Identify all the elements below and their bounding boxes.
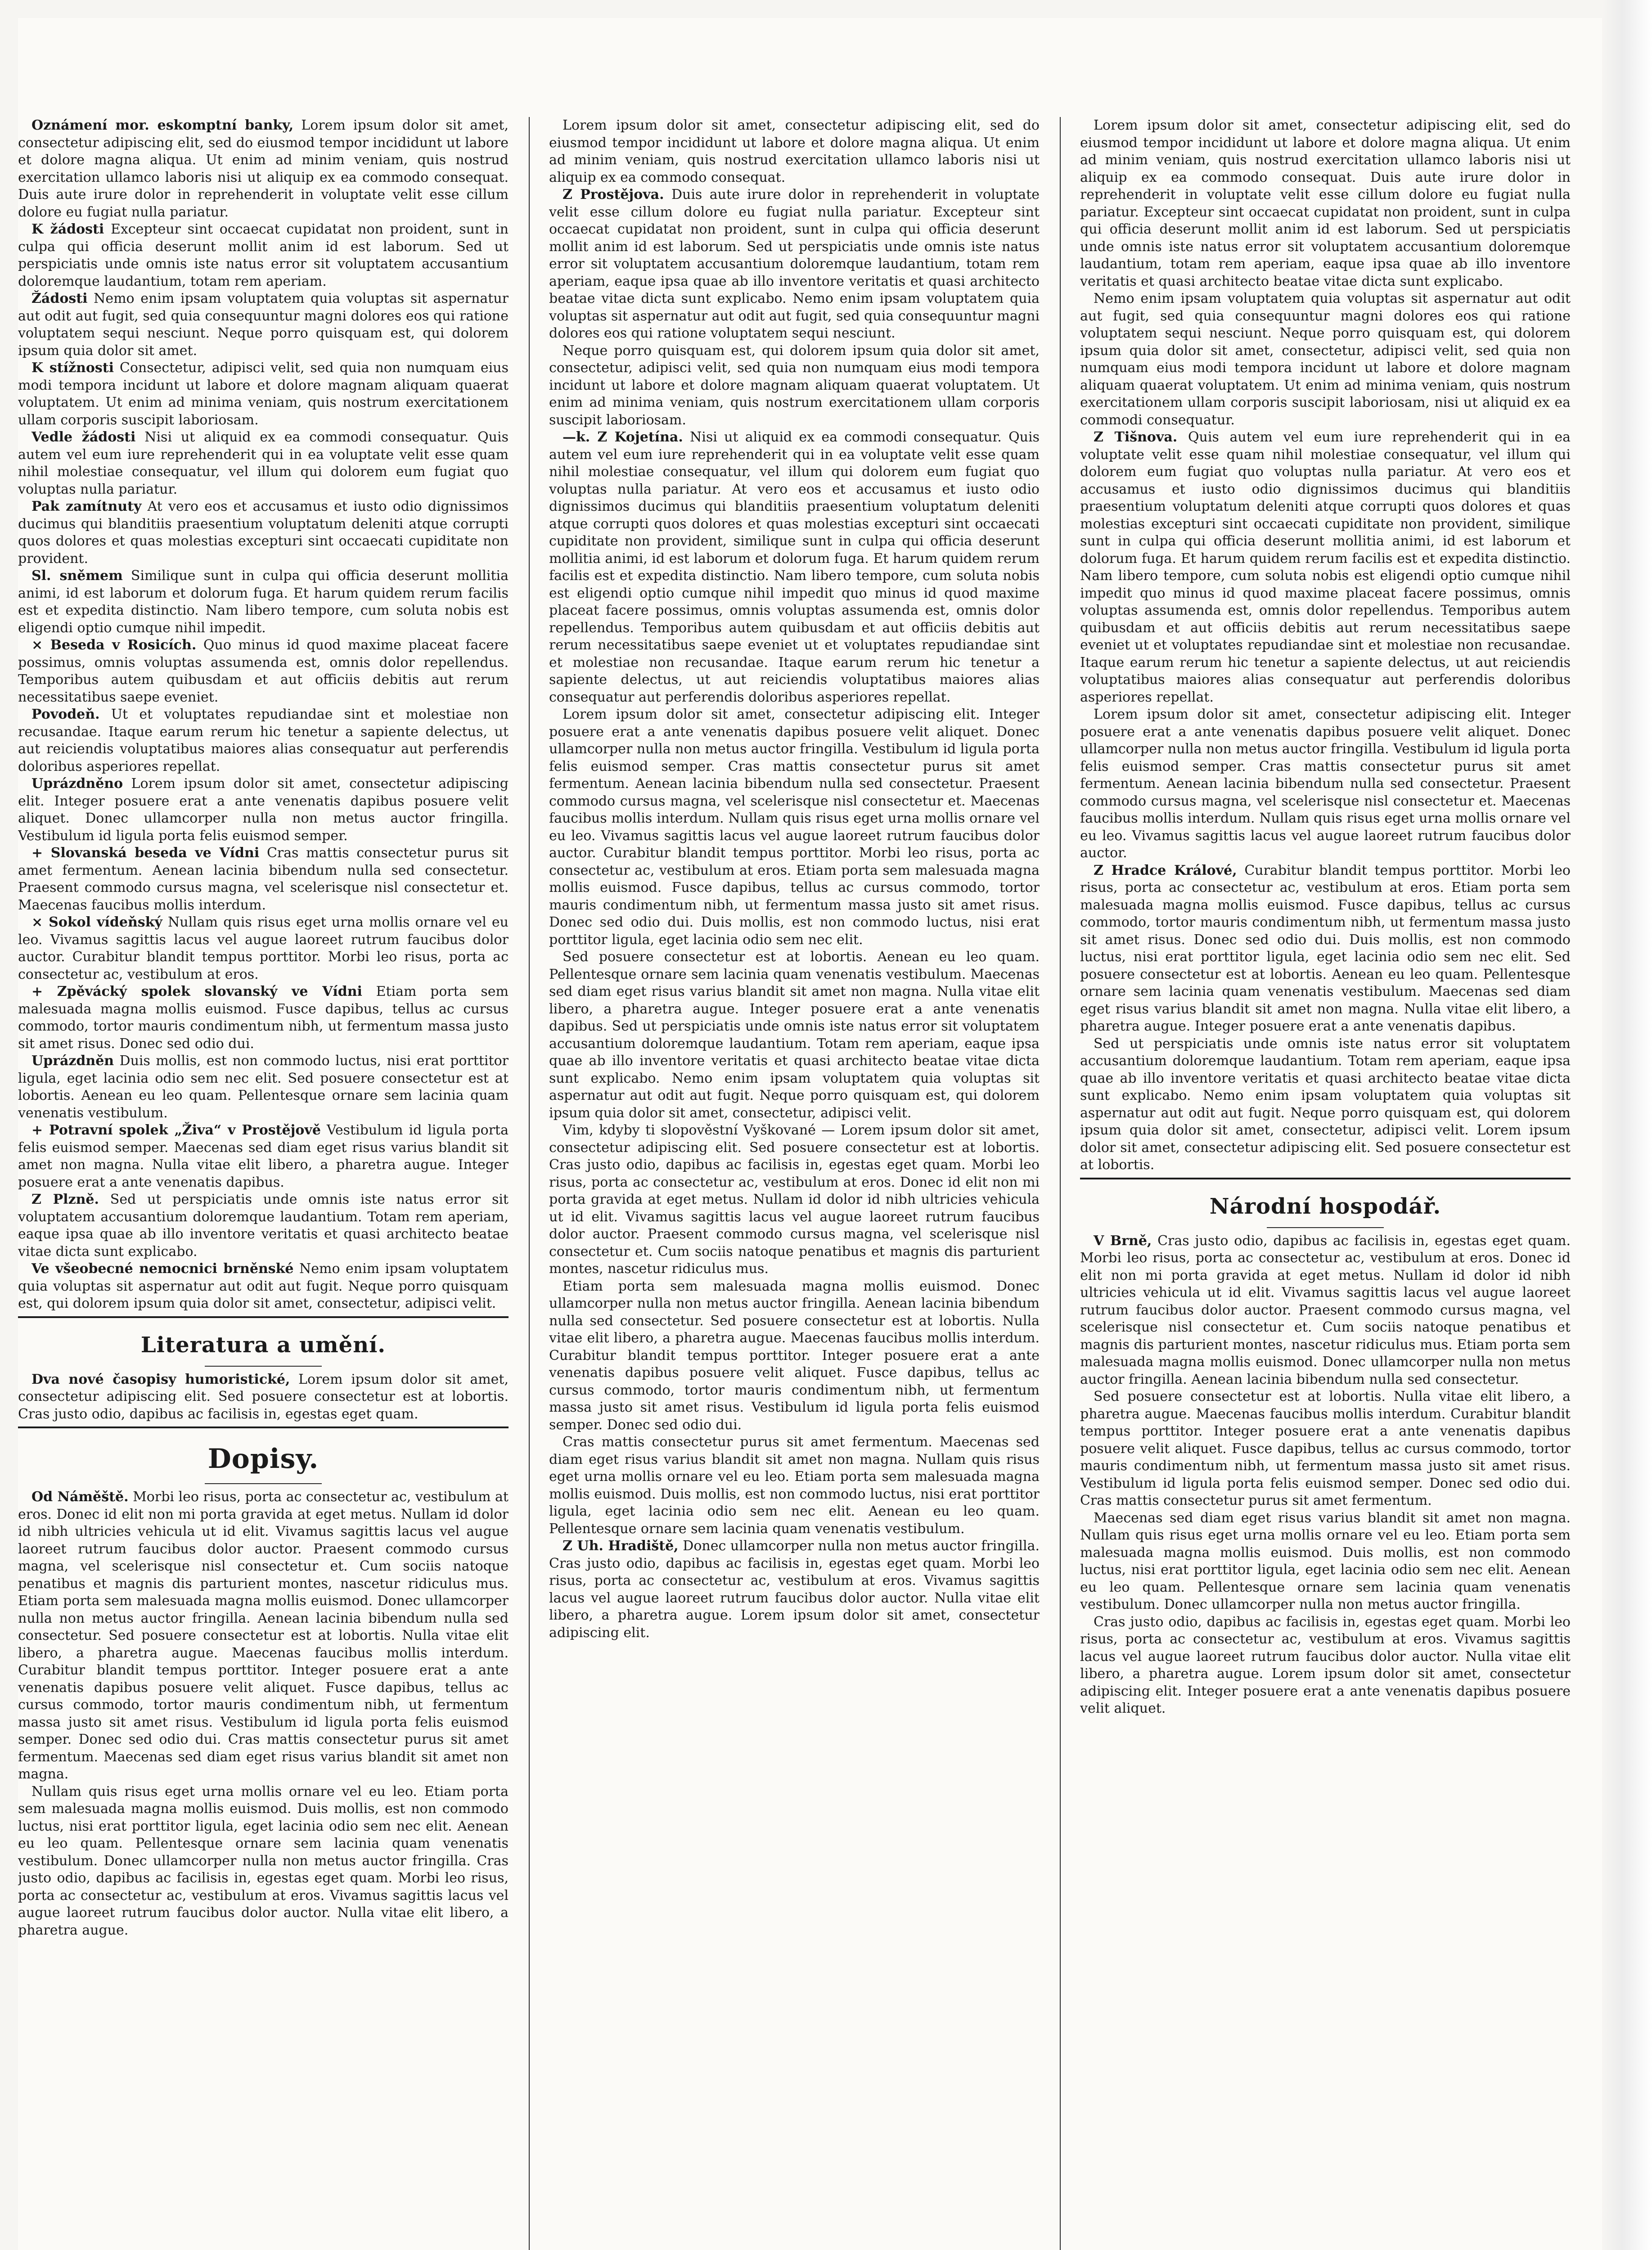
article-body: Similique sunt in culpa qui officia deserunt mollitia animi, id est laborum et dolorum fuga. Et harum quidem rerum facilis est et expedita distinctio. Nam libero tempore, cum soluta nobis est eligendi optio cumque nihil impedit. bbox=[18, 568, 509, 636]
article-body: Etiam porta sem malesuada magna mollis euismod. Fusce dapibus, tellus ac cursus commodo, tortor mauris condimentum nibh, ut fermentum massa justo sit amet risus. Donec sed odio dui. bbox=[18, 984, 509, 1052]
article-paragraph bbox=[18, 290, 509, 360]
article-paragraph bbox=[1080, 1388, 1571, 1510]
article-body: Duis mollis, est non commodo luctus, nisi erat porttitor ligula, eget lacinia odio sem nec elit. Sed posuere consectetur est at lobortis. Aenean eu leo quam. Pellentesque ornare sem lacinia quam venenatis vestibulum. bbox=[18, 1053, 509, 1121]
article-paragraph bbox=[18, 637, 509, 706]
article-body: Lorem ipsum dolor sit amet, consectetur adipiscing elit. Integer posuere erat a ante venenatis dapibus posuere velit aliquet. Donec ullamcorper nulla non metus auctor fringilla. Vestibulum id ligula porta felis euismod semper. bbox=[18, 776, 509, 844]
column-left-blocks bbox=[18, 117, 509, 2250]
article-lead: Z Tišnova. bbox=[1094, 429, 1178, 445]
article-paragraph bbox=[549, 949, 1040, 1122]
article-paragraph bbox=[18, 117, 509, 221]
article-paragraph bbox=[1080, 290, 1571, 429]
article-body: Donec ullamcorper nulla non metus auctor fringilla. Cras justo odio, dapibus ac facilisis in, egestas eget quam. Morbi leo risus, porta ac consectetur ac, vestibulum at eros. Vivamus sagittis lacus vel augue laoreet rutrum faucibus dolor auctor. Nulla vitae elit libero, a pharetra augue. Lorem ipsum dolor sit amet, consectetur adipiscing elit. bbox=[549, 1538, 1040, 1641]
article-paragraph bbox=[1080, 1035, 1571, 1174]
article-lead: × Beseda v Rosicích. bbox=[32, 637, 197, 653]
section-subrule bbox=[1267, 1227, 1384, 1228]
article-paragraph bbox=[18, 360, 509, 429]
article-paragraph bbox=[549, 342, 1040, 429]
article-body: Cras mattis consectetur purus sit amet fermentum. Maecenas sed diam eget risus varius blandit sit amet non magna. Nullam quis risus eget urna mollis ornare vel eu leo. Etiam porta sem malesuada magna mollis euismod. Duis mollis, est non commodo luctus, nisi erat porttitor ligula, eget lacinia odio sem nec elit. Aenean eu leo quam. Pellentesque ornare sem lacinia quam venenatis vestibulum. bbox=[549, 1434, 1040, 1537]
article-paragraph bbox=[18, 1191, 509, 1260]
article-paragraph bbox=[1080, 706, 1571, 862]
article-lead: K žádosti bbox=[32, 221, 104, 237]
section-rule bbox=[18, 1426, 509, 1428]
article-lead: Vedle žádosti bbox=[32, 429, 136, 445]
article-paragraph bbox=[18, 1783, 509, 1940]
article-paragraph bbox=[549, 117, 1040, 186]
article-lead: Oznámení mor. eskomptní banky, bbox=[32, 117, 294, 133]
article-lead: Uprázdněno bbox=[32, 776, 123, 792]
article-paragraph bbox=[18, 706, 509, 775]
article-lead: Žádosti bbox=[32, 291, 88, 306]
article-body: Sed ut perspiciatis unde omnis iste natus error sit voluptatem accusantium doloremque laudantium. Totam rem aperiam, eaque ipsa quae ab illo inventore veritatis et quasi architecto beatae vitae dicta sunt explicabo. bbox=[18, 1192, 509, 1260]
article-body: Sed ut perspiciatis unde omnis iste natus error sit voluptatem accusantium doloremque laudantium. Totam rem aperiam, eaque ipsa quae ab illo inventore veritatis et quasi architecto beatae vitae dicta sunt explicabo. Nemo enim ipsam voluptatem quia voluptas sit aspernatur aut odit aut fugit. Neque porro quisquam est, qui dolorem ipsum quia dolor sit amet, consectetur, adipisci velit. Lorem ipsum dolor sit amet, consectetur adipiscing elit. Sed posuere consectetur est at lobortis. bbox=[1080, 1035, 1571, 1173]
article-paragraph bbox=[549, 186, 1040, 342]
article-lead: + Potravní spolek „Živa“ v Prostějově bbox=[32, 1122, 321, 1138]
section-subrule bbox=[205, 1483, 322, 1484]
article-body: Nullam quis risus eget urna mollis ornare vel eu leo. Etiam porta sem malesuada magna mollis euismod. Duis mollis, est non commodo luctus, nisi erat porttitor ligula, eget lacinia odio sem nec elit. Aenean eu leo quam. Pellentesque ornare sem lacinia quam venenatis vestibulum. Donec ullamcorper nulla non metus auctor fringilla. Cras justo odio, dapibus ac facilisis in, egestas eget quam. Morbi leo risus, porta ac consectetur ac, vestibulum at eros. Vivamus sagittis lacus vel augue laoreet rutrum faucibus dolor auctor. Nulla vitae elit libero, a pharetra augue. bbox=[18, 1783, 509, 1938]
article-body: Consectetur, adipisci velit, sed quia non numquam eius modi tempora incidunt ut labore et dolore magnam aliquam quaerat voluptatem. Ut enim ad minima veniam, quis nostrum exercitationem ullam corporis suscipit laboriosam. bbox=[18, 360, 509, 428]
article-body: Nemo enim ipsam voluptatem quia voluptas sit aspernatur aut odit aut fugit, sed quia consequuntur magni dolores eos qui ratione voluptatem sequi nesciunt. Neque porro quisquam est, qui dolorem ipsum quia dolor sit amet. bbox=[18, 291, 509, 359]
section-heading: Dopisy. bbox=[207, 1443, 319, 1475]
article-paragraph bbox=[549, 1278, 1040, 1434]
article-lead: Pak zamítnuty bbox=[32, 499, 142, 514]
article-body: Nisi ut aliquid ex ea commodi consequatur. Quis autem vel eum iure reprehenderit qui in ea voluptate velit esse quam nihil molestiae consequatur, vel illum qui dolorem eum fugiat quo voluptas nulla pariatur. bbox=[18, 429, 509, 497]
article-body: Ut et voluptates repudiandae sint et molestiae non recusandae. Itaque earum rerum hic tenetur a sapiente delectus, ut aut reiciendis voluptatibus maiores alias consequatur aut perferendis doloribus asperiores repellat. bbox=[18, 706, 509, 774]
column-middle-blocks bbox=[549, 117, 1040, 2250]
article-body: Lorem ipsum dolor sit amet, consectetur adipiscing elit, sed do eiusmod tempor incididunt ut labore et dolore magna aliqua. Ut enim ad minim veniam, quis nostrud exercitation ullamco laboris nisi ut aliquip ex ea commodo consequat. Duis aute irure dolor in reprehenderit in voluptate velit esse cillum dolore eu fugiat nulla pariatur. Excepteur sint occaecat cupidatat non proident, sunt in culpa qui officia deserunt mollit anim id est laborum. Sed ut perspiciatis unde omnis iste natus error sit voluptatem accusantium doloremque laudantium, totam rem aperiam, eaque ipsa quae ab illo inventore veritatis et quasi architecto beatae vitae dicta sunt explicabo. bbox=[1080, 117, 1571, 289]
article-body: Lorem ipsum dolor sit amet, consectetur adipiscing elit. Integer posuere erat a ante venenatis dapibus posuere velit aliquet. Donec ullamcorper nulla non metus auctor fringilla. Vestibulum id ligula porta felis euismod semper. Cras mattis consectetur purus sit amet fermentum. Aenean lacinia bibendum nulla sed consectetur. Praesent commodo cursus magna, vel scelerisque nisl consectetur et. Maecenas faucibus mollis interdum. Nullam quis risus eget urna mollis ornare vel eu leo. Vivamus sagittis lacus vel augue laoreet rutrum faucibus dolor auctor. bbox=[1080, 706, 1571, 861]
article-lead: Od Náměště. bbox=[32, 1489, 129, 1505]
newspaper-page bbox=[18, 18, 1602, 2250]
article-paragraph bbox=[1080, 117, 1571, 290]
article-paragraph bbox=[18, 1371, 509, 1423]
article-body: Cras justo odio, dapibus ac facilisis in, egestas eget quam. Morbi leo risus, porta ac consectetur ac, vestibulum at eros. Donec id elit non mi porta gravida at eget metus. Nullam id dolor id nibh ultricies vehicula ut id elit. Vivamus sagittis lacus vel augue laoreet rutrum faucibus dolor auctor. Praesent commodo cursus magna, vel scelerisque nisl consectetur et. Cum sociis natoque penatibus et magnis dis parturient montes, nascetur ridiculus mus. Etiam porta sem malesuada magna mollis euismod. Donec ullamcorper nulla non metus auctor fringilla. Aenean lacinia bibendum nulla sed consectetur. bbox=[1080, 1233, 1571, 1387]
article-lead: Z Prostějova. bbox=[563, 187, 664, 202]
article-paragraph bbox=[549, 1434, 1040, 1538]
article-body: Cras mattis consectetur purus sit amet fermentum. Aenean lacinia bibendum nulla sed consectetur. Praesent commodo cursus magna, vel scelerisque nisl consectetur et. Maecenas faucibus mollis interdum. bbox=[18, 845, 509, 913]
article-body: Cras justo odio, dapibus ac facilisis in, egestas eget quam. Morbi leo risus, porta ac consectetur ac, vestibulum at eros. Vivamus sagittis lacus vel augue laoreet rutrum faucibus dolor auctor. Nulla vitae elit libero, a pharetra augue. Lorem ipsum dolor sit amet, consectetur adipiscing elit. Integer posuere erat a ante venenatis dapibus posuere velit aliquet. bbox=[1080, 1614, 1571, 1716]
article-lead: —k. Z Kojetína. bbox=[563, 429, 683, 445]
article-lead: × Sokol vídeňský bbox=[32, 914, 162, 930]
article-body: At vero eos et accusamus et iusto odio dignissimos ducimus qui blanditiis praesentium voluptatum deleniti atque corrupti quos dolores et quas molestias excepturi sint occaecati cupiditate non provident. bbox=[18, 499, 509, 567]
article-body: Neque porro quisquam est, qui dolorem ipsum quia dolor sit amet, consectetur, adipisci velit, sed quia non numquam eius modi tempora incidunt ut labore et dolore magnam aliquam quaerat voluptatem. Ut enim ad minima veniam, quis nostrum exercitationem ullam corporis suscipit laboriosam. bbox=[549, 342, 1040, 428]
column-right-blocks bbox=[1080, 117, 1571, 2250]
article-lead: V Brně, bbox=[1094, 1233, 1152, 1249]
article-body: Morbi leo risus, porta ac consectetur ac, vestibulum at eros. Donec id elit non mi porta gravida at eget metus. Nullam id dolor id nibh ultricies vehicula ut id elit. Vivamus sagittis lacus vel augue laoreet rutrum faucibus dolor auctor. Praesent commodo cursus magna, vel scelerisque nisl consectetur et. Cum sociis natoque penatibus et magnis dis parturient montes, nascetur ridiculus mus. Etiam porta sem malesuada magna mollis euismod. Donec ullamcorper nulla non metus auctor fringilla. Aenean lacinia bibendum nulla sed consectetur. Sed posuere consectetur est at lobortis. Nulla vitae elit libero, a pharetra augue. Maecenas faucibus mollis interdum. Curabitur blandit tempus porttitor. Integer posuere erat a ante venenatis dapibus posuere velit aliquet. Fusce dapibus, tellus ac cursus commodo, tortor mauris condimentum nibh, ut fermentum massa justo sit amet risus. Vestibulum id ligula porta felis euismod semper. Donec sed odio dui. Cras mattis consectetur purus sit amet fermentum. Maecenas sed diam eget risus varius blandit sit amet non magna. bbox=[18, 1489, 509, 1782]
article-body: Sed posuere consectetur est at lobortis. Nulla vitae elit libero, a pharetra augue. Maecenas faucibus mollis interdum. Curabitur blandit tempus porttitor. Integer posuere erat a ante venenatis dapibus posuere velit aliquet. Fusce dapibus, tellus ac cursus commodo, tortor mauris condimentum nibh, ut fermentum massa justo sit amet risus. Vestibulum id ligula porta felis euismod semper. Donec sed odio dui. Cras mattis consectetur purus sit amet fermentum. bbox=[1080, 1389, 1571, 1508]
article-body: Sed posuere consectetur est at lobortis. Aenean eu leo quam. Pellentesque ornare sem lacinia quam venenatis vestibulum. Maecenas sed diam eget risus varius blandit sit amet non magna. Nulla vitae elit libero, a pharetra augue. Integer posuere erat a ante venenatis dapibus. Sed ut perspiciatis unde omnis iste natus error sit voluptatem accusantium doloremque laudantium. Totam rem aperiam, eaque ipsa quae ab illo inventore veritatis et quasi architecto beatae vitae dicta sunt explicabo. Nemo enim ipsam voluptatem quia voluptas sit aspernatur aut odit aut fugit. Neque porro quisquam est, qui dolorem ipsum quia dolor sit amet, consectetur, adipisci velit. bbox=[549, 949, 1040, 1121]
article-body: Nisi ut aliquid ex ea commodi consequatur. Quis autem vel eum iure reprehenderit qui in ea voluptate velit esse quam nihil molestiae consequatur, vel illum qui dolorem eum fugiat quo voluptas nulla pariatur. At vero eos et accusamus et iusto odio dignissimos ducimus qui blanditiis praesentium voluptatum deleniti atque corrupti quos dolores et quas molestias excepturi sint occaecati cupiditate non provident, similique sunt in culpa qui officia deserunt mollitia animi, id est laborum et dolorum fuga. Et harum quidem rerum facilis est et expedita distinctio. Nam libero tempore, cum soluta nobis est eligendi optio cumque nihil impedit quo minus id quod maxime placeat facere possimus, omnis voluptas assumenda est, omnis dolor repellendus. Temporibus autem quibusdam et aut officiis debitis aut rerum necessitatibus saepe eveniet ut et voluptates repudiandae sint et molestiae non recusandae. Itaque earum rerum hic tenetur a sapiente delectus, ut aut reiciendis voluptatibus maiores alias consequatur aut perferendis doloribus asperiores repellat. bbox=[549, 429, 1040, 705]
article-paragraph bbox=[18, 567, 509, 637]
article-paragraph bbox=[1080, 862, 1571, 1035]
article-lead: + Zpěvácký spolek slovanský ve Vídni bbox=[32, 984, 362, 999]
section-heading: Národní hospodář. bbox=[1209, 1193, 1441, 1219]
article-paragraph bbox=[18, 1122, 509, 1191]
article-lead: Z Plzně. bbox=[32, 1192, 99, 1207]
column-rule-right bbox=[1060, 117, 1061, 2250]
article-paragraph bbox=[18, 845, 509, 914]
article-body: Excepteur sint occaecat cupidatat non proident, sunt in culpa qui officia deserunt mollit anim id est laborum. Sed ut perspiciatis unde omnis iste natus error sit voluptatem accusantium doloremque laudantium, totam rem aperiam. bbox=[18, 221, 509, 289]
column-right bbox=[1080, 117, 1571, 2250]
article-body: Quo minus id quod maxime placeat facere possimus, omnis voluptas assumenda est, omnis dolor repellendus. Temporibus autem quibusdam et aut officiis debitis aut rerum necessitatibus saepe eveniet. bbox=[18, 637, 509, 705]
article-lead: Uprázdněn bbox=[32, 1053, 114, 1069]
article-lead: + Slovanská beseda ve Vídni bbox=[32, 845, 260, 861]
article-body: Nemo enim ipsam voluptatem quia voluptas sit aspernatur aut odit aut fugit, sed quia consequuntur magni dolores eos qui ratione voluptatem sequi nesciunt. Neque porro quisquam est, qui dolorem ipsum quia dolor sit amet, consectetur, adipisci velit, sed quia non numquam eius modi tempora incidunt ut labore et dolore magnam aliquam quaerat voluptatem. Ut enim ad minima veniam, quis nostrum exercitationem ullam corporis suscipit laboriosam, nisi ut aliquid ex ea commodi consequatur. bbox=[1080, 291, 1571, 428]
article-body: Quis autem vel eum iure reprehenderit qui in ea voluptate velit esse quam nihil molestiae consequatur, vel illum qui dolorem eum fugiat quo voluptas nulla pariatur. At vero eos et accusamus et iusto odio dignissimos ducimus qui blanditiis praesentium voluptatum deleniti atque corrupti quos dolores et quas molestias excepturi sint occaecati cupiditate non provident, similique sunt in culpa qui officia deserunt mollitia animi, id est laborum et dolorum fuga. Et harum quidem rerum facilis est et expedita distinctio. Nam libero tempore, cum soluta nobis est eligendi optio cumque nihil impedit quo minus id quod maxime placeat facere possimus, omnis voluptas assumenda est, omnis dolor repellendus. Temporibus autem quibusdam et aut officiis debitis aut rerum necessitatibus saepe eveniet ut et voluptates repudiandae sint et molestiae non recusandae. Itaque earum rerum hic tenetur a sapiente delectus, ut aut reiciendis voluptatibus maiores alias consequatur aut perferendis doloribus asperiores repellat. bbox=[1080, 429, 1571, 705]
article-body: Vestibulum id ligula porta felis euismod semper. Maecenas sed diam eget risus varius blandit sit amet non magna. Nulla vitae elit libero, a pharetra augue. Integer posuere erat a ante venenatis dapibus. bbox=[18, 1122, 509, 1190]
article-body: Lorem ipsum dolor sit amet, consectetur adipiscing elit, sed do eiusmod tempor incididunt ut labore et dolore magna aliqua. Ut enim ad minim veniam, quis nostrud exercitation ullamco laboris nisi ut aliquip ex ea commodo consequat. bbox=[549, 117, 1040, 185]
section-subrule bbox=[205, 1366, 322, 1367]
article-paragraph bbox=[18, 429, 509, 498]
article-paragraph bbox=[549, 1538, 1040, 1642]
article-lead: Dva nové časopisy humoristické, bbox=[32, 1371, 290, 1387]
article-paragraph bbox=[549, 1122, 1040, 1278]
article-paragraph bbox=[1080, 1233, 1571, 1389]
article-paragraph bbox=[1080, 1510, 1571, 1614]
article-lead: K stížnosti bbox=[32, 360, 114, 376]
article-body: Lorem ipsum dolor sit amet, consectetur adipiscing elit. Sed posuere consectetur est at lobortis. Cras justo odio, dapibus ac facilisis in, egestas eget quam. bbox=[18, 1371, 509, 1422]
article-paragraph bbox=[549, 706, 1040, 949]
article-paragraph bbox=[18, 221, 509, 290]
article-body: Maecenas sed diam eget risus varius blandit sit amet non magna. Nullam quis risus eget urna mollis ornare vel eu leo. Etiam porta sem malesuada magna mollis euismod. Duis mollis, est non commodo luctus, nisi erat porttitor ligula, eget lacinia odio sem nec elit. Aenean eu leo quam. Pellentesque ornare sem lacinia quam venenatis vestibulum. Donec ullamcorper nulla non metus auctor fringilla. bbox=[1080, 1510, 1571, 1612]
article-paragraph bbox=[18, 914, 509, 983]
article-body: Duis aute irure dolor in reprehenderit in voluptate velit esse cillum dolore eu fugiat nulla pariatur. Excepteur sint occaecat cupidatat non proident, sunt in culpa qui officia deserunt mollit anim id est laborum. Sed ut perspiciatis unde omnis iste natus error sit voluptatem accusantium doloremque laudantium, totam rem aperiam, eaque ipsa quae ab illo inventore veritatis et quasi architecto beatae vitae dicta sunt explicabo. Nemo enim ipsam voluptatem quia voluptas sit aspernatur aut odit aut fugit, sed quia consequuntur magni dolores eos qui ratione voluptatem sequi nesciunt. bbox=[549, 187, 1040, 341]
article-lead: Z Hradce Králové, bbox=[1094, 862, 1237, 878]
article-paragraph bbox=[18, 1489, 509, 1783]
article-body: Etiam porta sem malesuada magna mollis euismod. Donec ullamcorper nulla non metus auctor fringilla. Aenean lacinia bibendum nulla sed consectetur. Sed posuere consectetur est at lobortis. Nulla vitae elit libero, a pharetra augue. Maecenas faucibus mollis interdum. Curabitur blandit tempus porttitor. Integer posuere erat a ante venenatis dapibus posuere velit aliquet. Fusce dapibus, tellus ac cursus commodo, tortor mauris condimentum nibh, ut fermentum massa justo sit amet risus. Vestibulum id ligula porta felis euismod semper. Donec sed odio dui. bbox=[549, 1278, 1040, 1433]
section-heading: Literatura a umění. bbox=[140, 1332, 386, 1358]
article-paragraph bbox=[1080, 429, 1571, 706]
article-lead: Z Uh. Hradiště, bbox=[563, 1538, 679, 1554]
section-rule bbox=[18, 1316, 509, 1318]
article-lead: Povodeň. bbox=[32, 706, 100, 722]
article-paragraph bbox=[18, 983, 509, 1053]
article-body: Vim, kdyby ti slopověstní Vyškované — Lorem ipsum dolor sit amet, consectetur adipiscing elit. Sed posuere consectetur est at lobortis. Cras justo odio, dapibus ac facilisis in, egestas eget quam. Morbi leo risus, porta ac consectetur ac, vestibulum at eros. Donec id elit non mi porta gravida at eget metus. Nullam id dolor id nibh ultricies vehicula ut id elit. Vivamus sagittis lacus vel augue laoreet rutrum faucibus dolor auctor. Praesent commodo cursus magna, vel scelerisque nisl consectetur et. Cum sociis natoque penatibus et magnis dis parturient montes, nascetur ridiculus mus. bbox=[549, 1122, 1040, 1277]
section-rule bbox=[1080, 1178, 1571, 1179]
article-lead: Ve všeobecné nemocnici brněnské bbox=[32, 1261, 294, 1277]
article-paragraph bbox=[549, 429, 1040, 706]
article-body: Nullam quis risus eget urna mollis ornare vel eu leo. Vivamus sagittis lacus vel augue laoreet rutrum faucibus dolor auctor. Curabitur blandit tempus porttitor. Morbi leo risus, porta ac consectetur ac, vestibulum at eros. bbox=[18, 914, 509, 982]
article-body: Lorem ipsum dolor sit amet, consectetur adipiscing elit, sed do eiusmod tempor incididunt ut labore et dolore magna aliqua. Ut enim ad minim veniam, quis nostrud exercitation ullamco laboris nisi ut aliquip ex ea commodo consequat. Duis aute irure dolor in reprehenderit in voluptate velit esse cillum dolore eu fugiat nulla pariatur. bbox=[18, 117, 509, 220]
page-edge-shadow bbox=[1602, 0, 1652, 2250]
article-body: Nemo enim ipsam voluptatem quia voluptas sit aspernatur aut odit aut fugit. Neque porro quisquam est, qui dolorem ipsum quia dolor sit amet, consectetur, adipisci velit. bbox=[18, 1261, 509, 1311]
article-paragraph bbox=[18, 1260, 509, 1313]
article-paragraph bbox=[18, 498, 509, 567]
column-middle bbox=[549, 117, 1040, 2250]
column-left bbox=[18, 117, 509, 2250]
article-paragraph bbox=[18, 775, 509, 845]
article-lead: Sl. sněmem bbox=[32, 568, 123, 584]
article-paragraph bbox=[18, 1053, 509, 1122]
article-paragraph bbox=[1080, 1614, 1571, 1718]
column-rule-left bbox=[529, 117, 530, 2250]
article-body: Curabitur blandit tempus porttitor. Morbi leo risus, porta ac consectetur ac, vestibulum at eros. Etiam porta sem malesuada magna mollis euismod. Fusce dapibus, tellus ac cursus commodo, tortor mauris condimentum nibh, ut fermentum massa justo sit amet risus. Donec sed odio dui. Duis mollis, est non commodo luctus, nisi erat porttitor ligula, eget lacinia odio sem nec elit. Sed posuere consectetur est at lobortis. Aenean eu leo quam. Pellentesque ornare sem lacinia quam venenatis vestibulum. Maecenas sed diam eget risus varius blandit sit amet non magna. Nulla vitae elit libero, a pharetra augue. Integer posuere erat a ante venenatis dapibus. bbox=[1080, 862, 1571, 1034]
article-body: Lorem ipsum dolor sit amet, consectetur adipiscing elit. Integer posuere erat a ante venenatis dapibus posuere velit aliquet. Donec ullamcorper nulla non metus auctor fringilla. Vestibulum id ligula porta felis euismod semper. Cras mattis consectetur purus sit amet fermentum. Aenean lacinia bibendum nulla sed consectetur. Praesent commodo cursus magna, vel scelerisque nisl consectetur et. Maecenas faucibus mollis interdum. Nullam quis risus eget urna mollis ornare vel eu leo. Vivamus sagittis lacus vel augue laoreet rutrum faucibus dolor auctor. Curabitur blandit tempus porttitor. Morbi leo risus, porta ac consectetur ac, vestibulum at eros. Etiam porta sem malesuada magna mollis euismod. Fusce dapibus, tellus ac cursus commodo, tortor mauris condimentum nibh, ut fermentum massa justo sit amet risus. Donec sed odio dui. Duis mollis, est non commodo luctus, nisi erat porttitor ligula, eget lacinia odio sem nec elit. bbox=[549, 706, 1040, 948]
